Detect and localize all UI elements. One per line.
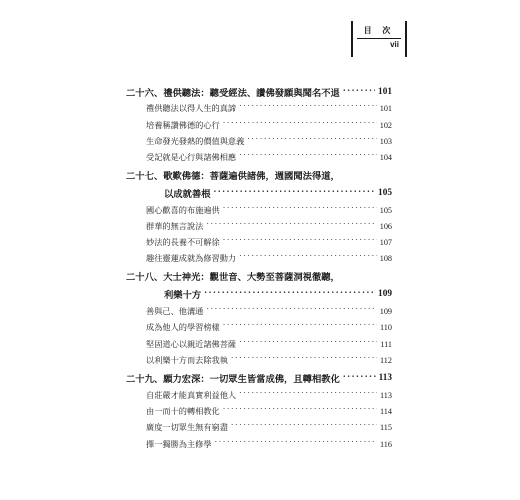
dot-leader bbox=[231, 355, 377, 365]
toc-section bbox=[126, 235, 392, 249]
header-page-number: vii bbox=[390, 40, 399, 49]
toc-section-title: 妙法的長養不可解徐 bbox=[146, 236, 220, 247]
toc-section bbox=[126, 150, 392, 164]
toc-section bbox=[126, 219, 392, 233]
toc-section-title: 善與己、他溝通 bbox=[146, 305, 204, 316]
toc-section-title: 廣度一切眾生無有窮盡 bbox=[146, 421, 228, 432]
toc-page-number: 111 bbox=[380, 339, 392, 349]
dot-leader bbox=[239, 103, 377, 113]
toc-page-number: 102 bbox=[379, 120, 392, 130]
toc-chapter-title: 二十八、大士神光：觀世音、大勢至菩薩洞視徹聽， bbox=[126, 272, 340, 283]
toc-page-number: 113 bbox=[378, 373, 392, 383]
toc-section-title: 趣往靈蓮成就為修習動力 bbox=[146, 252, 237, 263]
toc-section bbox=[126, 337, 392, 351]
dot-leader bbox=[223, 322, 377, 332]
toc-chapter-continuation bbox=[126, 287, 392, 301]
toc-section bbox=[126, 251, 392, 265]
dot-leader bbox=[204, 289, 375, 299]
toc-chapter-title: 二十六、禮供聽法：聽受經法、讚佛發願與聞名不退 bbox=[126, 88, 340, 99]
toc-section bbox=[126, 353, 392, 367]
dot-leader bbox=[223, 205, 377, 215]
dot-leader bbox=[231, 422, 377, 432]
toc-chapter-continuation bbox=[126, 186, 392, 200]
dot-leader bbox=[239, 390, 377, 400]
toc-page-number: 101 bbox=[379, 103, 392, 113]
toc-chapter bbox=[126, 168, 392, 182]
toc-section bbox=[126, 437, 392, 451]
toc-section bbox=[126, 420, 392, 434]
toc-page-number: 110 bbox=[380, 322, 392, 332]
toc-section bbox=[126, 388, 392, 402]
toc-section-title: 培養稱讚佛德的心行 bbox=[146, 119, 220, 130]
toc-chapter-title: 利樂十方 bbox=[164, 290, 202, 301]
dot-leader bbox=[343, 373, 376, 383]
toc-section bbox=[126, 203, 392, 217]
dot-leader bbox=[223, 120, 377, 130]
toc-page-number: 116 bbox=[380, 439, 392, 449]
toc-page-number: 108 bbox=[379, 253, 392, 263]
toc-section-title: 擇一獨勝為主修學 bbox=[146, 438, 212, 449]
dot-leader bbox=[214, 188, 376, 198]
toc-section-title: 堅固道心以親近諸佛菩薩 bbox=[146, 338, 237, 349]
toc-page-number: 104 bbox=[379, 152, 392, 162]
toc-chapter-title: 以成就善根 bbox=[164, 189, 211, 200]
toc-chapter bbox=[126, 371, 392, 385]
header-title: 目 次 bbox=[357, 23, 401, 39]
toc-section-title: 以利樂十方而去除我執 bbox=[146, 354, 228, 365]
toc-chapter-title: 二十九、願力宏深：一切眾生皆當成佛，且轉相教化 bbox=[126, 374, 340, 385]
toc-page-number: 103 bbox=[379, 136, 392, 146]
dot-leader bbox=[247, 136, 376, 146]
toc-section bbox=[126, 404, 392, 418]
toc-page-number: 109 bbox=[379, 306, 392, 316]
toc-section-title: 禮供聽法以得人生的真諦 bbox=[146, 102, 237, 113]
dot-leader bbox=[223, 237, 377, 247]
toc-chapter-title: 二十七、歌歎佛德：菩薩遍供諸佛，週國聞法得道， bbox=[126, 171, 340, 182]
toc-page-number: 107 bbox=[379, 237, 392, 247]
toc-page-number: 114 bbox=[380, 406, 392, 416]
toc-section-title: 國心歡喜的布施遍供 bbox=[146, 204, 220, 215]
dot-leader bbox=[206, 306, 376, 316]
toc-page-number: 101 bbox=[378, 87, 392, 97]
running-header bbox=[351, 21, 407, 57]
toc-section bbox=[126, 134, 392, 148]
toc-page-number: 105 bbox=[378, 188, 392, 198]
dot-leader bbox=[239, 152, 377, 162]
toc-page-number: 112 bbox=[380, 355, 392, 365]
toc-page-number: 105 bbox=[379, 205, 392, 215]
toc-page-number: 113 bbox=[380, 390, 392, 400]
toc-section-title: 受記就是心行與諸佛相應 bbox=[146, 151, 237, 162]
dot-leader bbox=[239, 339, 377, 349]
toc-page-number: 109 bbox=[378, 289, 392, 299]
toc-section bbox=[126, 101, 392, 115]
toc-section-title: 群華的無言說法 bbox=[146, 220, 204, 231]
toc-section-title: 由一而十的轉相教化 bbox=[146, 405, 220, 416]
toc-page-number: 115 bbox=[380, 422, 392, 432]
dot-leader bbox=[239, 253, 377, 263]
dot-leader bbox=[223, 406, 377, 416]
toc-section bbox=[126, 304, 392, 318]
dot-leader bbox=[343, 87, 375, 97]
toc-chapter bbox=[126, 269, 392, 283]
toc-section-title: 生命發光發熱的價值與意義 bbox=[146, 135, 245, 146]
dot-leader bbox=[215, 439, 378, 449]
toc-chapter bbox=[126, 85, 392, 99]
dot-leader bbox=[206, 221, 376, 231]
toc-page-number: 106 bbox=[379, 221, 392, 231]
toc-section bbox=[126, 118, 392, 132]
toc-section bbox=[126, 320, 392, 334]
toc-section-title: 成為他人的學習榜樣 bbox=[146, 321, 220, 332]
toc-section-title: 自莊嚴才能真實利益他人 bbox=[146, 389, 237, 400]
